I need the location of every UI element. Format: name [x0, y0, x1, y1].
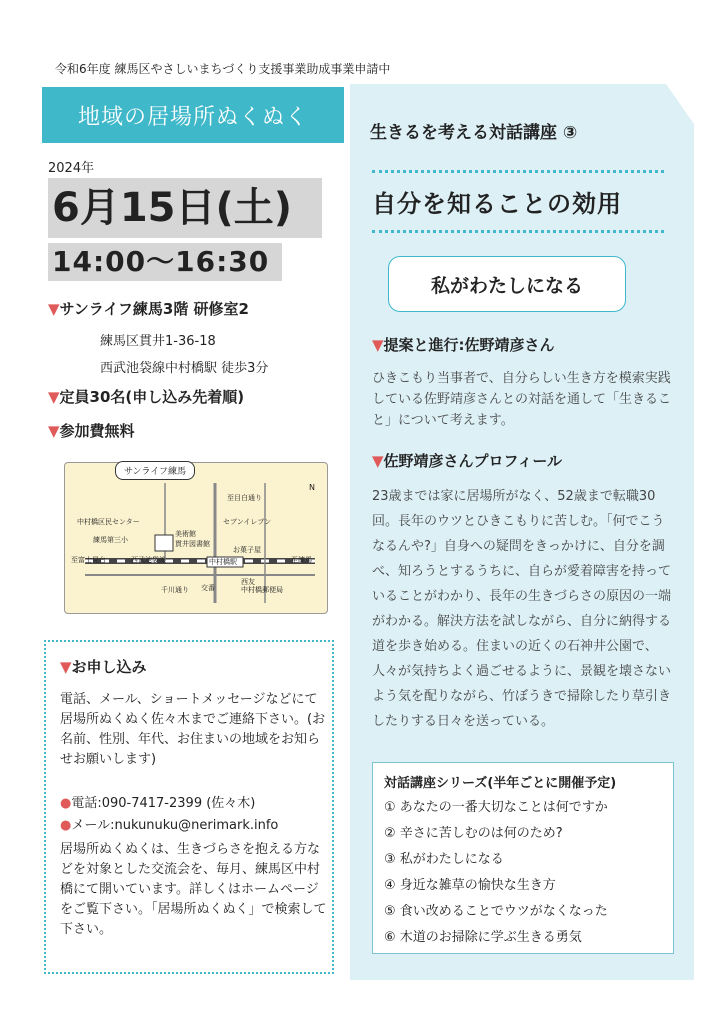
apply-heading — [60, 656, 147, 677]
divider — [372, 170, 664, 173]
series-item: ⑤ 食い改めることでウツがなくなった — [384, 904, 608, 919]
apply-mail[interactable] — [60, 816, 330, 836]
event-time: 14:00〜16:30 — [48, 243, 282, 281]
triangle-icon: ▼ — [48, 422, 60, 440]
apply-intro: 電話、メール、ショートメッセージなどにて居場所ぬくぬく佐々木までご連絡下さい。(お名前、性別、年代、お住まいの地域をお知らせお願いします) — [60, 692, 326, 767]
series-item: ⑥ 木道のお掃除に学ぶ生きる勇気 — [384, 930, 582, 945]
map-label: 美術館 — [175, 530, 196, 538]
course-theme: 自分を知ることの効用 — [372, 190, 622, 218]
event-date: 6月15日(土) — [48, 178, 322, 238]
series-item: ① あなたの一番大切なことは何ですか — [384, 800, 608, 815]
north-icon: N — [309, 483, 315, 492]
sunlife-building — [155, 535, 173, 551]
venue-line — [48, 298, 249, 319]
facilitator-text: ひきこもり当事者で、自分らしい生き方を模索実践している佐野靖彦さんとの対話を通して「生きること」について考えます。 — [372, 371, 672, 428]
apply-about: 居場所ぬくぬくは、生きづらさを抱える方などを対象とした交流会を、毎月、練馬区中村橋にて開いています。詳しくはホームページをご覧下さい。「居場所ぬくぬく」で検索して下さい。 — [60, 842, 327, 937]
map-label: 西友 — [241, 578, 255, 586]
series-title: 対話講座シリーズ(半年ごとに開催予定) — [384, 776, 617, 791]
tel-text: 電話:090-7417-2399 (佐々木) — [71, 796, 256, 811]
map-label: 中村橋区民センター — [77, 518, 140, 526]
banner-title: 地域の居場所ぬくぬく — [42, 87, 344, 143]
apply-title: お申し込み — [71, 658, 147, 676]
mail-text[interactable]: メール:nukunuku@nerimark.info — [71, 818, 279, 833]
venue-address: 練馬区貫井1-36-18 — [100, 334, 216, 349]
dot-icon: ● — [60, 796, 72, 811]
divider — [372, 230, 664, 233]
map-label: 至目白通り — [227, 494, 262, 502]
map-label: 練馬第三小 — [93, 536, 128, 544]
fee-text: 参加費無料 — [59, 422, 135, 440]
map-label: 中村橋駅 — [209, 558, 237, 566]
dot-icon: ● — [60, 818, 72, 833]
capacity-text: 定員30名(申し込み先着順) — [59, 388, 245, 406]
series-item: ③ 私がわたしになる — [384, 852, 504, 867]
series-item: ④ 身近な雑草の愉快な生き方 — [384, 878, 556, 893]
triangle-icon: ▼ — [48, 300, 60, 318]
capacity-line — [48, 386, 244, 407]
course-series-title: 生きるを考える対話講座 ③ — [370, 123, 578, 143]
series-item: ② 辛さに苦しむのは何のため? — [384, 826, 563, 841]
map-label: 西武池袋線 — [131, 556, 166, 564]
map-label: お菓子屋 — [233, 546, 261, 554]
map-label: 貫井図書館 — [175, 540, 210, 548]
fee-line — [48, 420, 135, 441]
map-label: 至富士見台 — [71, 556, 106, 564]
venue-access: 西武池袋線中村橋駅 徒歩3分 — [100, 361, 269, 376]
venue-name: サンライフ練馬3階 研修室2 — [59, 300, 249, 318]
apply-tel — [60, 794, 330, 814]
facilitator-heading — [372, 334, 555, 355]
facilitator-head: 提案と進行:佐野靖彦さん — [383, 336, 555, 354]
course-subtitle: 私がわたしになる — [388, 256, 626, 312]
event-year: 2024年 — [48, 161, 95, 176]
header-note: 令和6年度 練馬区やさしいまちづくり支援事業助成事業申請中 — [55, 62, 391, 76]
triangle-icon: ▼ — [60, 658, 72, 676]
map-label: セブンイレブン — [223, 518, 272, 526]
triangle-icon: ▼ — [372, 452, 384, 470]
map-label: 中村橋郵便局 — [241, 586, 283, 594]
triangle-icon: ▼ — [372, 336, 384, 354]
triangle-icon: ▼ — [48, 388, 60, 406]
map-callout: サンライフ練馬 — [115, 461, 195, 480]
profile-text: 23歳までは家に居場所がなく、52歳まで転職30回。長年のウツとひきこもりに苦しむ。「何でこうなるんや?」自身への疑問をきっかけに、自分を調べ、知ろうとするうちに、自らが愛着障害を持っていることがわかり、長年の生きづらさの原因の一端がわかる。解決方法を試しながら、自分に納得する道を歩き始める。住まいの近くの石神井公園で、人々が気持ちよく過ごせるように、景観を壊さないよう気を配りながら、竹ぼうきで掃除したり草引きしたりする日々を送っている。 — [372, 489, 672, 729]
profile-heading — [372, 450, 562, 471]
map-label: 交番 — [201, 584, 215, 592]
map-label: 至練馬 — [291, 556, 312, 564]
access-map — [64, 462, 328, 614]
profile-head: 佐野靖彦さんプロフィール — [383, 452, 563, 470]
map-label: 千川通り — [161, 586, 189, 594]
